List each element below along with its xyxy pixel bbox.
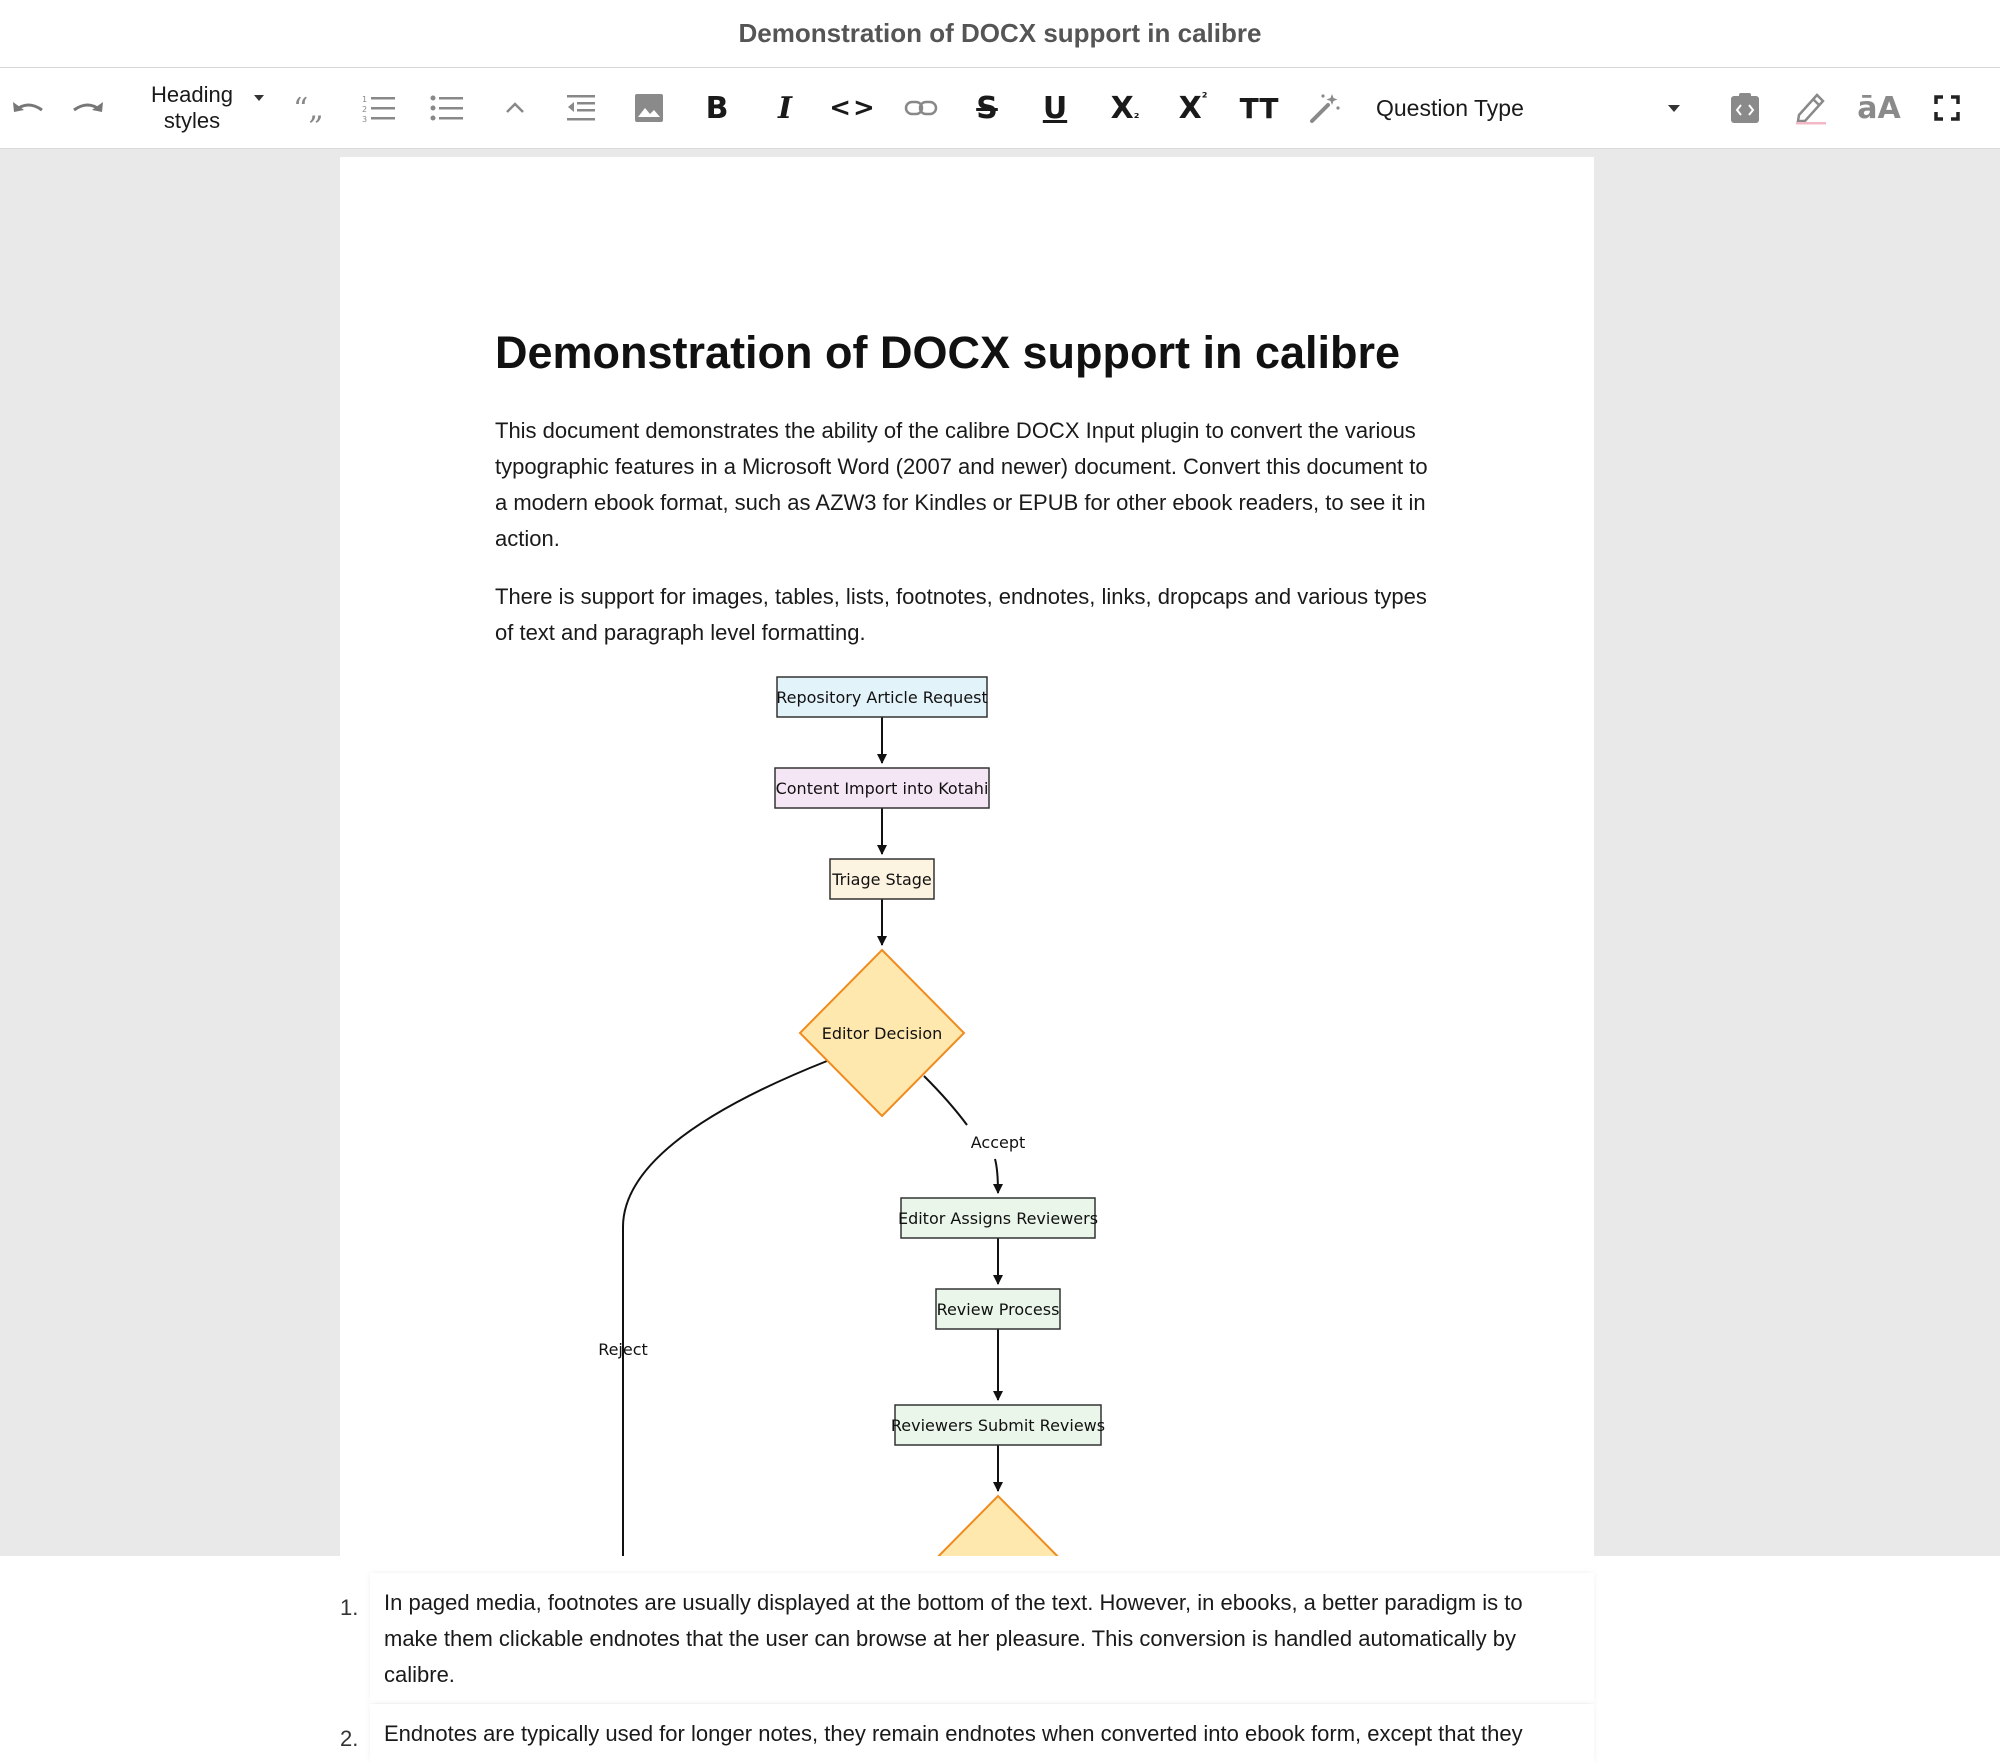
superscript-mark: ² [1201, 90, 1208, 106]
question-type-label: Question Type [1376, 94, 1524, 121]
strikethrough-button[interactable] [964, 82, 1010, 134]
redo-button[interactable] [64, 82, 112, 134]
quote-icon [291, 92, 331, 127]
fullscreen-icon [1934, 95, 1960, 121]
question-type-dropdown[interactable] [1360, 82, 1692, 134]
superscript-button[interactable] [1168, 82, 1218, 134]
highlighter-button[interactable] [1788, 82, 1834, 134]
document-page[interactable] [340, 157, 1594, 1577]
workflow-diagram [340, 157, 1594, 1577]
case-icon: āA [1857, 90, 1901, 126]
svg-text:1: 1 [362, 95, 368, 104]
undo-icon [10, 96, 46, 120]
document-heading[interactable]: Demonstration of DOCX support in calibre [495, 327, 1401, 378]
node-submit-label: Reviewers Submit Reviews [890, 1416, 1106, 1435]
lift-button[interactable] [492, 82, 538, 134]
link-icon [904, 99, 938, 117]
fullscreen-button[interactable] [1924, 82, 1970, 134]
node-import-label: Content Import into Kotahi [775, 779, 989, 798]
italic-button[interactable] [762, 82, 808, 134]
node-decision-label: Editor Decision [821, 1024, 943, 1043]
chevron-down-icon [1668, 105, 1680, 112]
bullet-list-icon [430, 93, 464, 123]
magic-wand-button[interactable] [1302, 82, 1348, 134]
endnote-number: 2. [340, 1726, 359, 1751]
subscript-mark: ₂ [1133, 106, 1140, 122]
node-review-label: Review Process [936, 1300, 1060, 1319]
underline-icon: U [1042, 90, 1068, 126]
node-editor-assigns-reviewers [898, 1198, 1098, 1238]
endnote-number: 1. [340, 1595, 359, 1620]
small-caps-icon: TT [1239, 91, 1279, 125]
node-repository-request [776, 677, 988, 717]
node-content-import [775, 768, 989, 808]
bold-button[interactable] [694, 82, 740, 134]
edge-label-reject: Reject [598, 1340, 648, 1359]
outdent-button[interactable] [558, 82, 604, 134]
edge-label-accept: Accept [970, 1133, 1026, 1152]
bold-icon: B [705, 90, 729, 126]
bullet-list-button[interactable] [424, 82, 470, 134]
superscript-letter: X [1178, 90, 1202, 126]
link-button[interactable] [898, 82, 944, 134]
paragraph-support[interactable]: There is support for images, tables, lists, footnotes, endnotes, links, dropcaps and various types of text and paragraph level formatting. [495, 584, 1427, 645]
endnote-text[interactable]: In paged media, footnotes are usually displayed at the bottom of the text. However, in ebooks, a better paradigm is to make them clickable endnotes that the user can browse at her pleasure. This conversion is handled automatically by calibre. [384, 1590, 1523, 1687]
heading-styles-dropdown[interactable] [130, 78, 270, 138]
endnote-item[interactable] [340, 1704, 1594, 1762]
title-bar [0, 0, 2000, 68]
change-case-button[interactable] [1854, 82, 1904, 134]
italic-icon: I [777, 90, 793, 126]
node-review-process [936, 1289, 1060, 1329]
node-triage-label: Triage Stage [832, 870, 932, 889]
node-assign-label: Editor Assigns Reviewers [897, 1209, 1099, 1228]
code-icon: <> [829, 93, 877, 123]
endnotes-panel [0, 1556, 2000, 1751]
lift-icon [503, 100, 527, 116]
subscript-button[interactable] [1100, 82, 1150, 134]
subscript-letter: X [1110, 90, 1134, 126]
insert-image-button[interactable] [626, 82, 672, 134]
endnote-text[interactable]: Endnotes are typically used for longer notes, they remain endnotes when converted into ebook form, except that they [384, 1721, 1523, 1746]
numbered-list-icon [362, 93, 396, 123]
node-repository-label: Repository Article Request [776, 688, 988, 707]
chevron-down-icon [254, 95, 264, 101]
endnote-item[interactable] [340, 1573, 1594, 1703]
editor-workspace [0, 149, 2000, 1556]
edge-accept [924, 1076, 967, 1125]
toolbar [0, 68, 2000, 149]
small-caps-button[interactable] [1234, 82, 1284, 134]
window-title: Demonstration of DOCX support in calibre [738, 18, 1262, 48]
custom-block-icon [1730, 92, 1760, 124]
heading-styles-label: Heading styles [151, 82, 233, 133]
blockquote-button[interactable] [288, 82, 334, 134]
svg-text:2: 2 [362, 105, 368, 114]
magic-wand-icon [1309, 92, 1341, 124]
highlighter-icon [1793, 91, 1829, 125]
custom-block-button[interactable] [1722, 82, 1768, 134]
subscript-icon [1111, 91, 1140, 126]
outdent-icon [565, 93, 597, 123]
svg-text:“„: “„ [293, 92, 324, 127]
undo-button[interactable] [4, 82, 52, 134]
underline-button[interactable] [1032, 82, 1078, 134]
superscript-icon [1179, 91, 1208, 126]
edge-accept-arrow [995, 1159, 998, 1193]
redo-icon [70, 96, 106, 120]
image-icon [634, 93, 664, 123]
node-triage-stage [830, 859, 934, 899]
edge-reject [623, 1061, 827, 1577]
strikethrough-icon: S [976, 90, 998, 126]
node-reviewers-submit [891, 1405, 1105, 1445]
code-button[interactable] [830, 82, 876, 134]
numbered-list-button[interactable] [356, 82, 402, 134]
paragraph-intro[interactable]: This document demonstrates the ability of the calibre DOCX Input plugin to convert the various typographic features in a Microsoft Word (2007 and newer) document. Convert this document to a modern ebook format, such as AZW3 for Kindles or EPUB for other ebook readers, to see it in action. [495, 418, 1428, 551]
svg-text:3: 3 [362, 115, 368, 124]
